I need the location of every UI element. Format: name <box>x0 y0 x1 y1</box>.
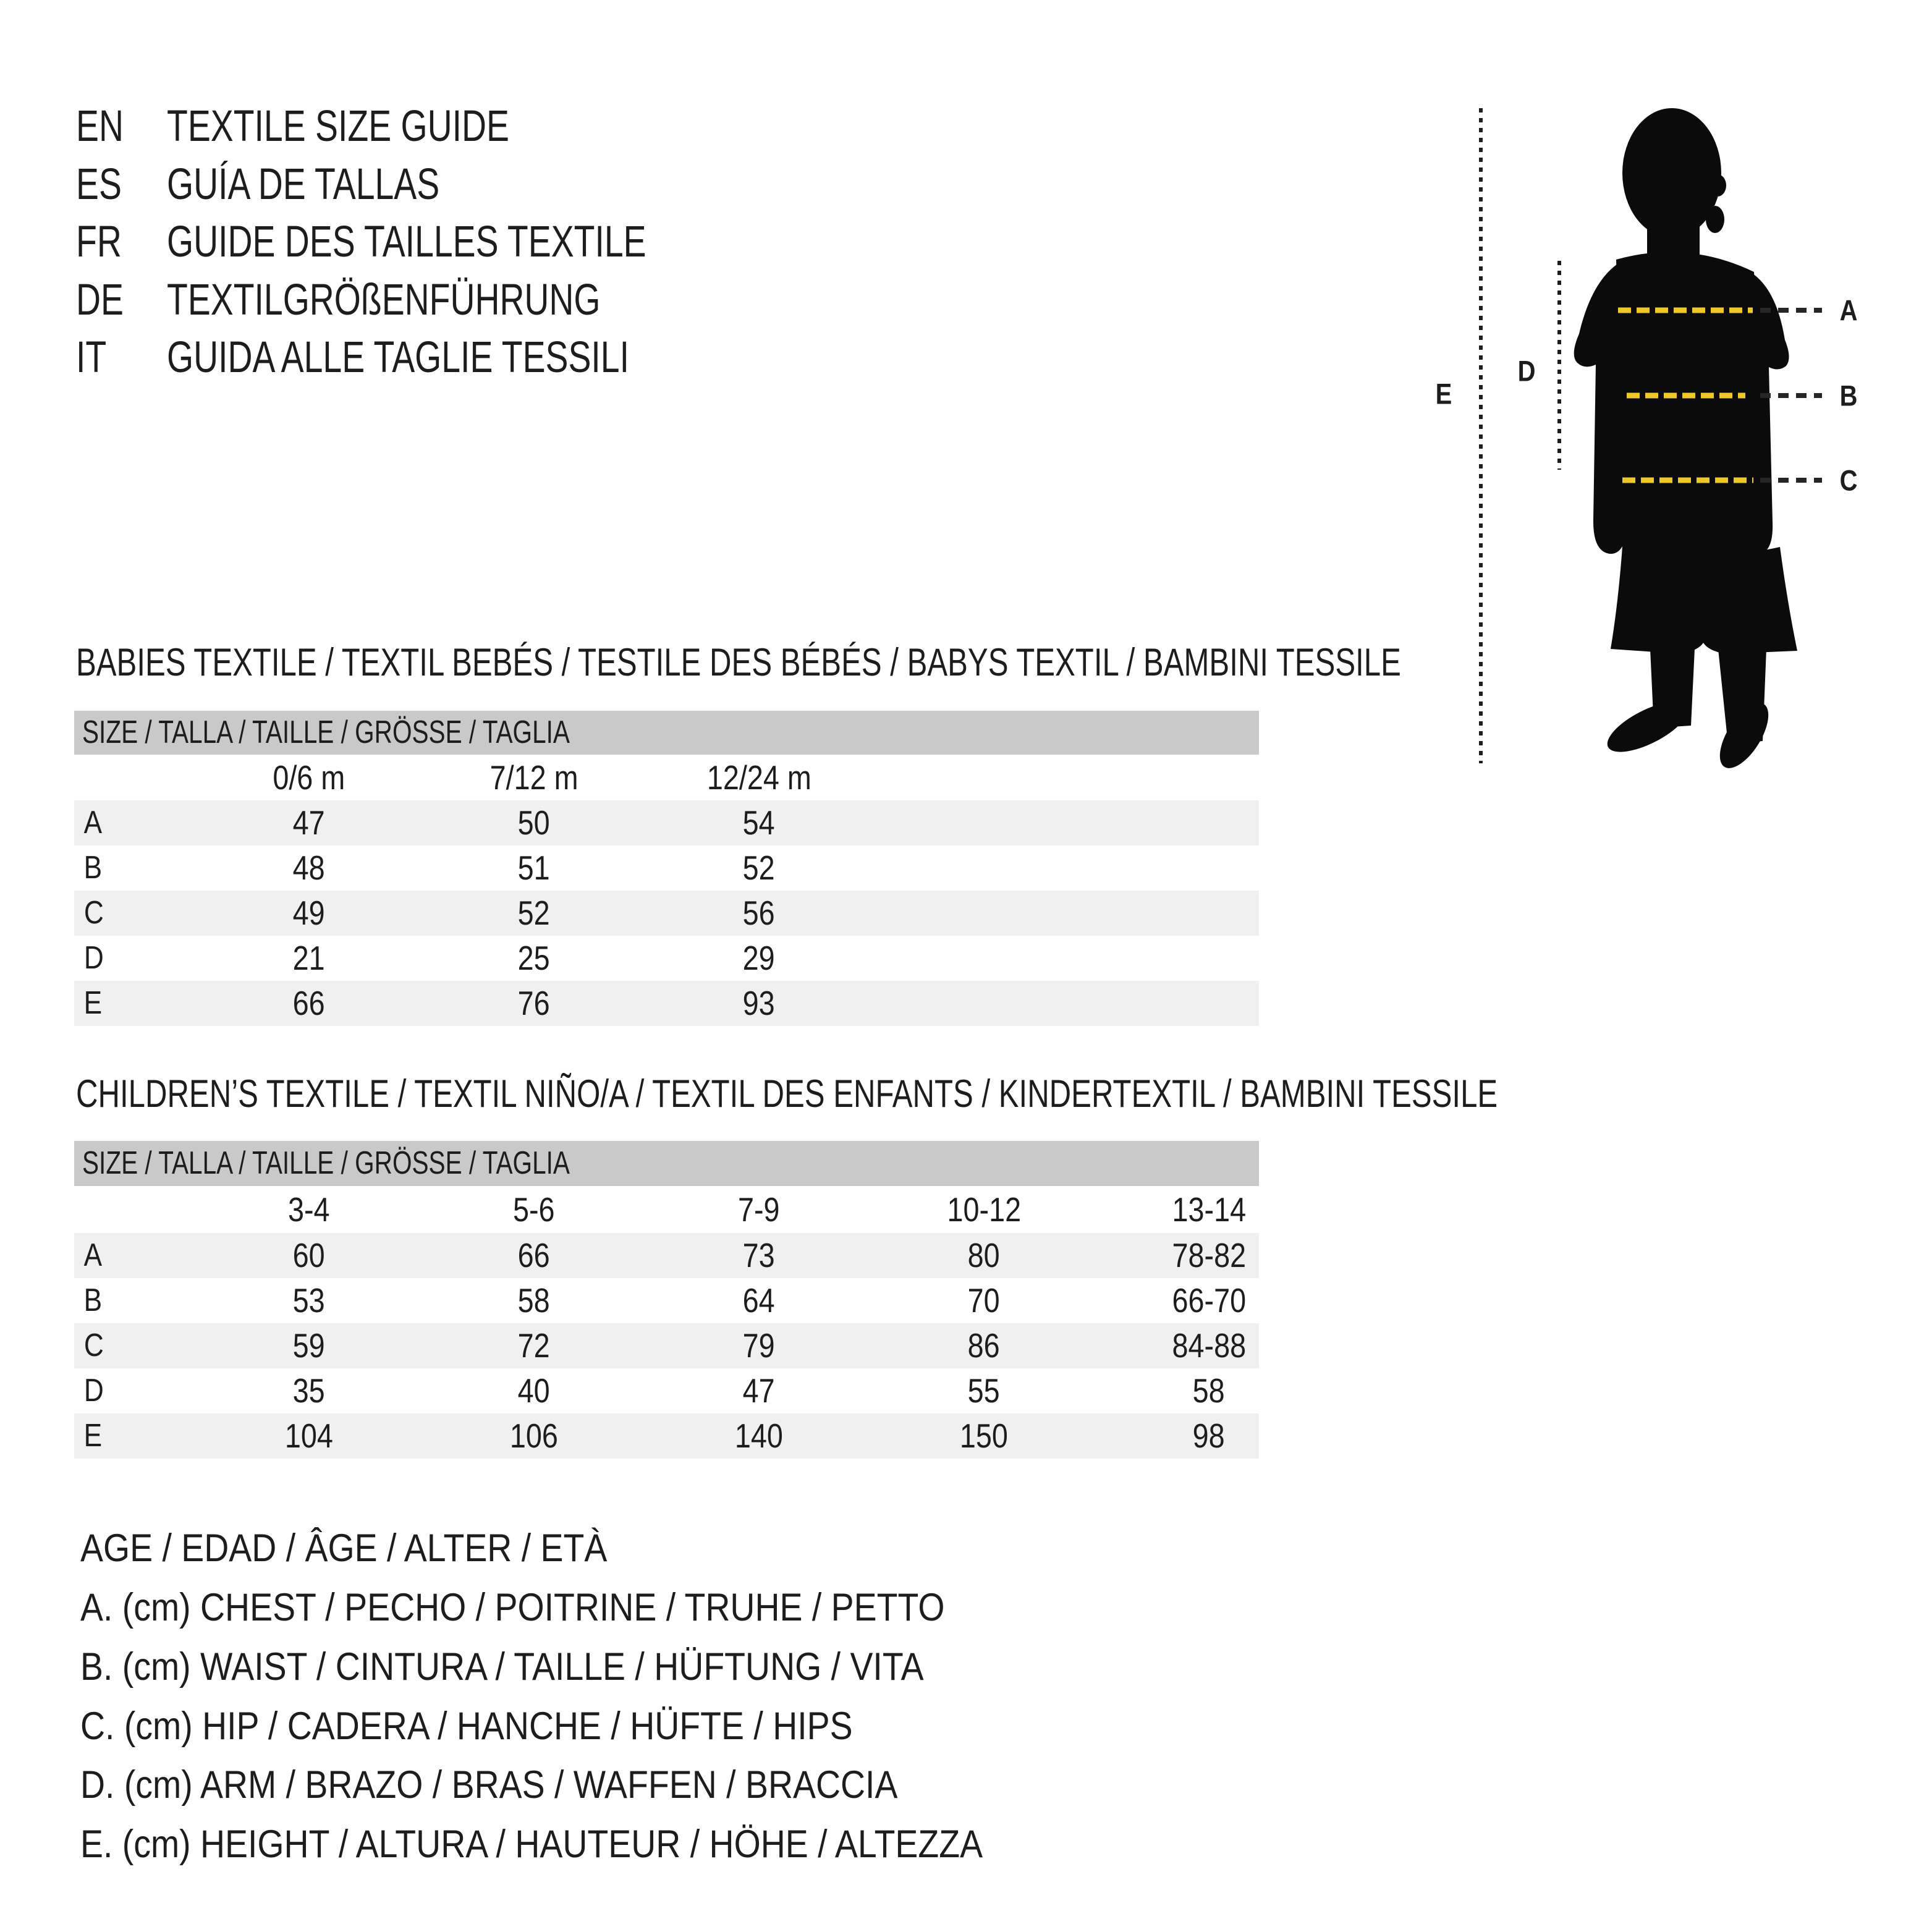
children-size-table <box>74 1141 1259 1459</box>
language-row <box>0 218 1360 267</box>
cell-value: 58 <box>517 1281 551 1320</box>
language-title: GUIDA ALLE TAGLIE TESSILI <box>167 333 629 382</box>
cell-value: 54 <box>742 803 776 842</box>
cell-value: 35 <box>292 1371 326 1410</box>
cell-value: 47 <box>742 1371 776 1410</box>
table-row <box>74 1278 1259 1323</box>
language-row <box>0 276 1360 325</box>
cell-value: 76 <box>517 984 551 1022</box>
children-section-heading: CHILDREN’S TEXTILE / TEXTIL NIÑO/A / TEXTIL DES ENFANTS / KINDERTEXTIL / BAMBINI TESSILE <box>76 1072 1498 1116</box>
legend-line: E. (cm) HEIGHT / ALTURA / HAUTEUR / HÖHE / ALTEZZA <box>80 1823 983 1866</box>
row-label: C <box>83 895 104 931</box>
language-title: GUÍA DE TALLAS <box>167 160 440 209</box>
cell-value: 140 <box>734 1417 783 1455</box>
column-header: 0/6 m <box>273 758 345 797</box>
language-title: GUIDE DES TAILLES TEXTILE <box>167 218 646 266</box>
language-title: TEXTILGRÖßENFÜHRUNG <box>167 276 601 324</box>
language-row <box>0 102 1360 151</box>
cell-value: 59 <box>292 1326 326 1365</box>
babies-section-heading: BABIES TEXTILE / TEXTIL BEBÉS / TESTILE DES BÉBÉS / BABYS TEXTIL / BAMBINI TESSILE <box>76 641 1401 684</box>
row-label: B <box>83 850 103 886</box>
row-label: E <box>83 1418 103 1454</box>
cell-value: 29 <box>742 939 776 977</box>
babies-size-table <box>74 711 1259 1026</box>
cell-value: 79 <box>742 1326 776 1365</box>
table-row <box>74 891 1259 936</box>
cell-value: 70 <box>967 1281 1001 1320</box>
legend-line: C. (cm) HIP / CADERA / HANCHE / HÜFTE / HIPS <box>80 1705 853 1748</box>
language-row <box>0 160 1360 210</box>
cell-value: 80 <box>967 1236 1001 1274</box>
row-label: A <box>83 1237 103 1273</box>
cell-value: 84-88 <box>1172 1326 1246 1365</box>
silhouette-nose <box>1709 174 1726 197</box>
cell-value: 25 <box>517 939 551 977</box>
cell-value: 150 <box>959 1417 1008 1455</box>
cell-value: 104 <box>284 1417 333 1455</box>
children-size-header-label: SIZE / TALLA / TAILLE / GRÖSSE / TAGLIA <box>82 1145 570 1181</box>
legend-line: A. (cm) CHEST / PECHO / POITRINE / TRUHE / PETTO <box>80 1586 945 1629</box>
cell-value: 66 <box>292 984 326 1022</box>
cell-value: 93 <box>742 984 776 1022</box>
cell-value: 66-70 <box>1172 1281 1246 1320</box>
cell-value: 40 <box>517 1371 551 1410</box>
cell-value: 51 <box>517 849 551 887</box>
language-code: ES <box>76 160 122 209</box>
legend-line: D. (cm) ARM / BRAZO / BRAS / WAFFEN / BRACCIA <box>80 1763 898 1807</box>
cell-value: 55 <box>967 1371 1001 1410</box>
language-code: DE <box>76 276 124 324</box>
table-row <box>74 845 1259 891</box>
table-row <box>74 1323 1259 1368</box>
column-header: 7-9 <box>738 1190 780 1229</box>
cell-value: 49 <box>292 894 326 932</box>
marker-label-a: A <box>1839 294 1858 327</box>
silhouette-ear <box>1706 206 1724 233</box>
silhouette-left-arm <box>1574 263 1628 554</box>
silhouette-shorts <box>1611 547 1797 654</box>
cell-value: 50 <box>517 803 551 842</box>
legend-line: AGE / EDAD / ÂGE / ALTER / ETÀ <box>80 1527 608 1570</box>
cell-value: 78-82 <box>1172 1236 1246 1274</box>
row-label: A <box>83 805 103 841</box>
row-label: D <box>83 940 104 976</box>
cell-value: 98 <box>1192 1417 1226 1455</box>
row-label: C <box>83 1328 104 1363</box>
table-row <box>74 800 1259 845</box>
table-row <box>74 1233 1259 1278</box>
marker-label-d: D <box>1517 354 1536 388</box>
babies-size-header-bar <box>74 711 1259 755</box>
row-label: D <box>83 1373 104 1409</box>
cell-value: 52 <box>517 894 551 932</box>
column-header: 3-4 <box>288 1190 330 1229</box>
column-header: 5-6 <box>513 1190 555 1229</box>
language-row <box>0 333 1360 383</box>
language-title: TEXTILE SIZE GUIDE <box>167 102 509 151</box>
cell-value: 66 <box>517 1236 551 1274</box>
marker-label-e: E <box>1435 377 1452 410</box>
table-row <box>74 981 1259 1026</box>
babies-size-header-label: SIZE / TALLA / TAILLE / GRÖSSE / TAGLIA <box>82 714 570 750</box>
cell-value: 86 <box>967 1326 1001 1365</box>
language-code: FR <box>76 218 122 266</box>
cell-value: 64 <box>742 1281 776 1320</box>
cell-value: 56 <box>742 894 776 932</box>
language-code: EN <box>76 102 124 151</box>
cell-value: 58 <box>1192 1371 1226 1410</box>
language-code: IT <box>76 333 107 382</box>
marker-label-c: C <box>1839 464 1858 497</box>
row-label: B <box>83 1282 103 1318</box>
cell-value: 48 <box>292 849 326 887</box>
cell-value: 47 <box>292 803 326 842</box>
column-header: 12/24 m <box>706 758 811 797</box>
silhouette-right-arm <box>1742 273 1789 555</box>
cell-value: 72 <box>517 1326 551 1365</box>
cell-value: 21 <box>292 939 326 977</box>
column-header: 13-14 <box>1172 1190 1246 1229</box>
cell-value: 73 <box>742 1236 776 1274</box>
children-column-header-row <box>74 1186 1259 1233</box>
babies-column-header-row <box>74 755 1259 800</box>
row-label: E <box>83 985 103 1021</box>
table-row <box>74 936 1259 981</box>
cell-value: 52 <box>742 849 776 887</box>
column-header: 10-12 <box>947 1190 1021 1229</box>
cell-value: 60 <box>292 1236 326 1274</box>
legend-line: B. (cm) WAIST / CINTURA / TAILLE / HÜFTUNG / VITA <box>80 1645 924 1688</box>
table-row <box>74 1368 1259 1413</box>
cell-value: 106 <box>509 1417 558 1455</box>
table-row <box>74 1413 1259 1459</box>
children-size-header-bar <box>74 1141 1259 1186</box>
marker-label-b: B <box>1839 379 1858 412</box>
cell-value: 53 <box>292 1281 326 1320</box>
column-header: 7/12 m <box>489 758 578 797</box>
